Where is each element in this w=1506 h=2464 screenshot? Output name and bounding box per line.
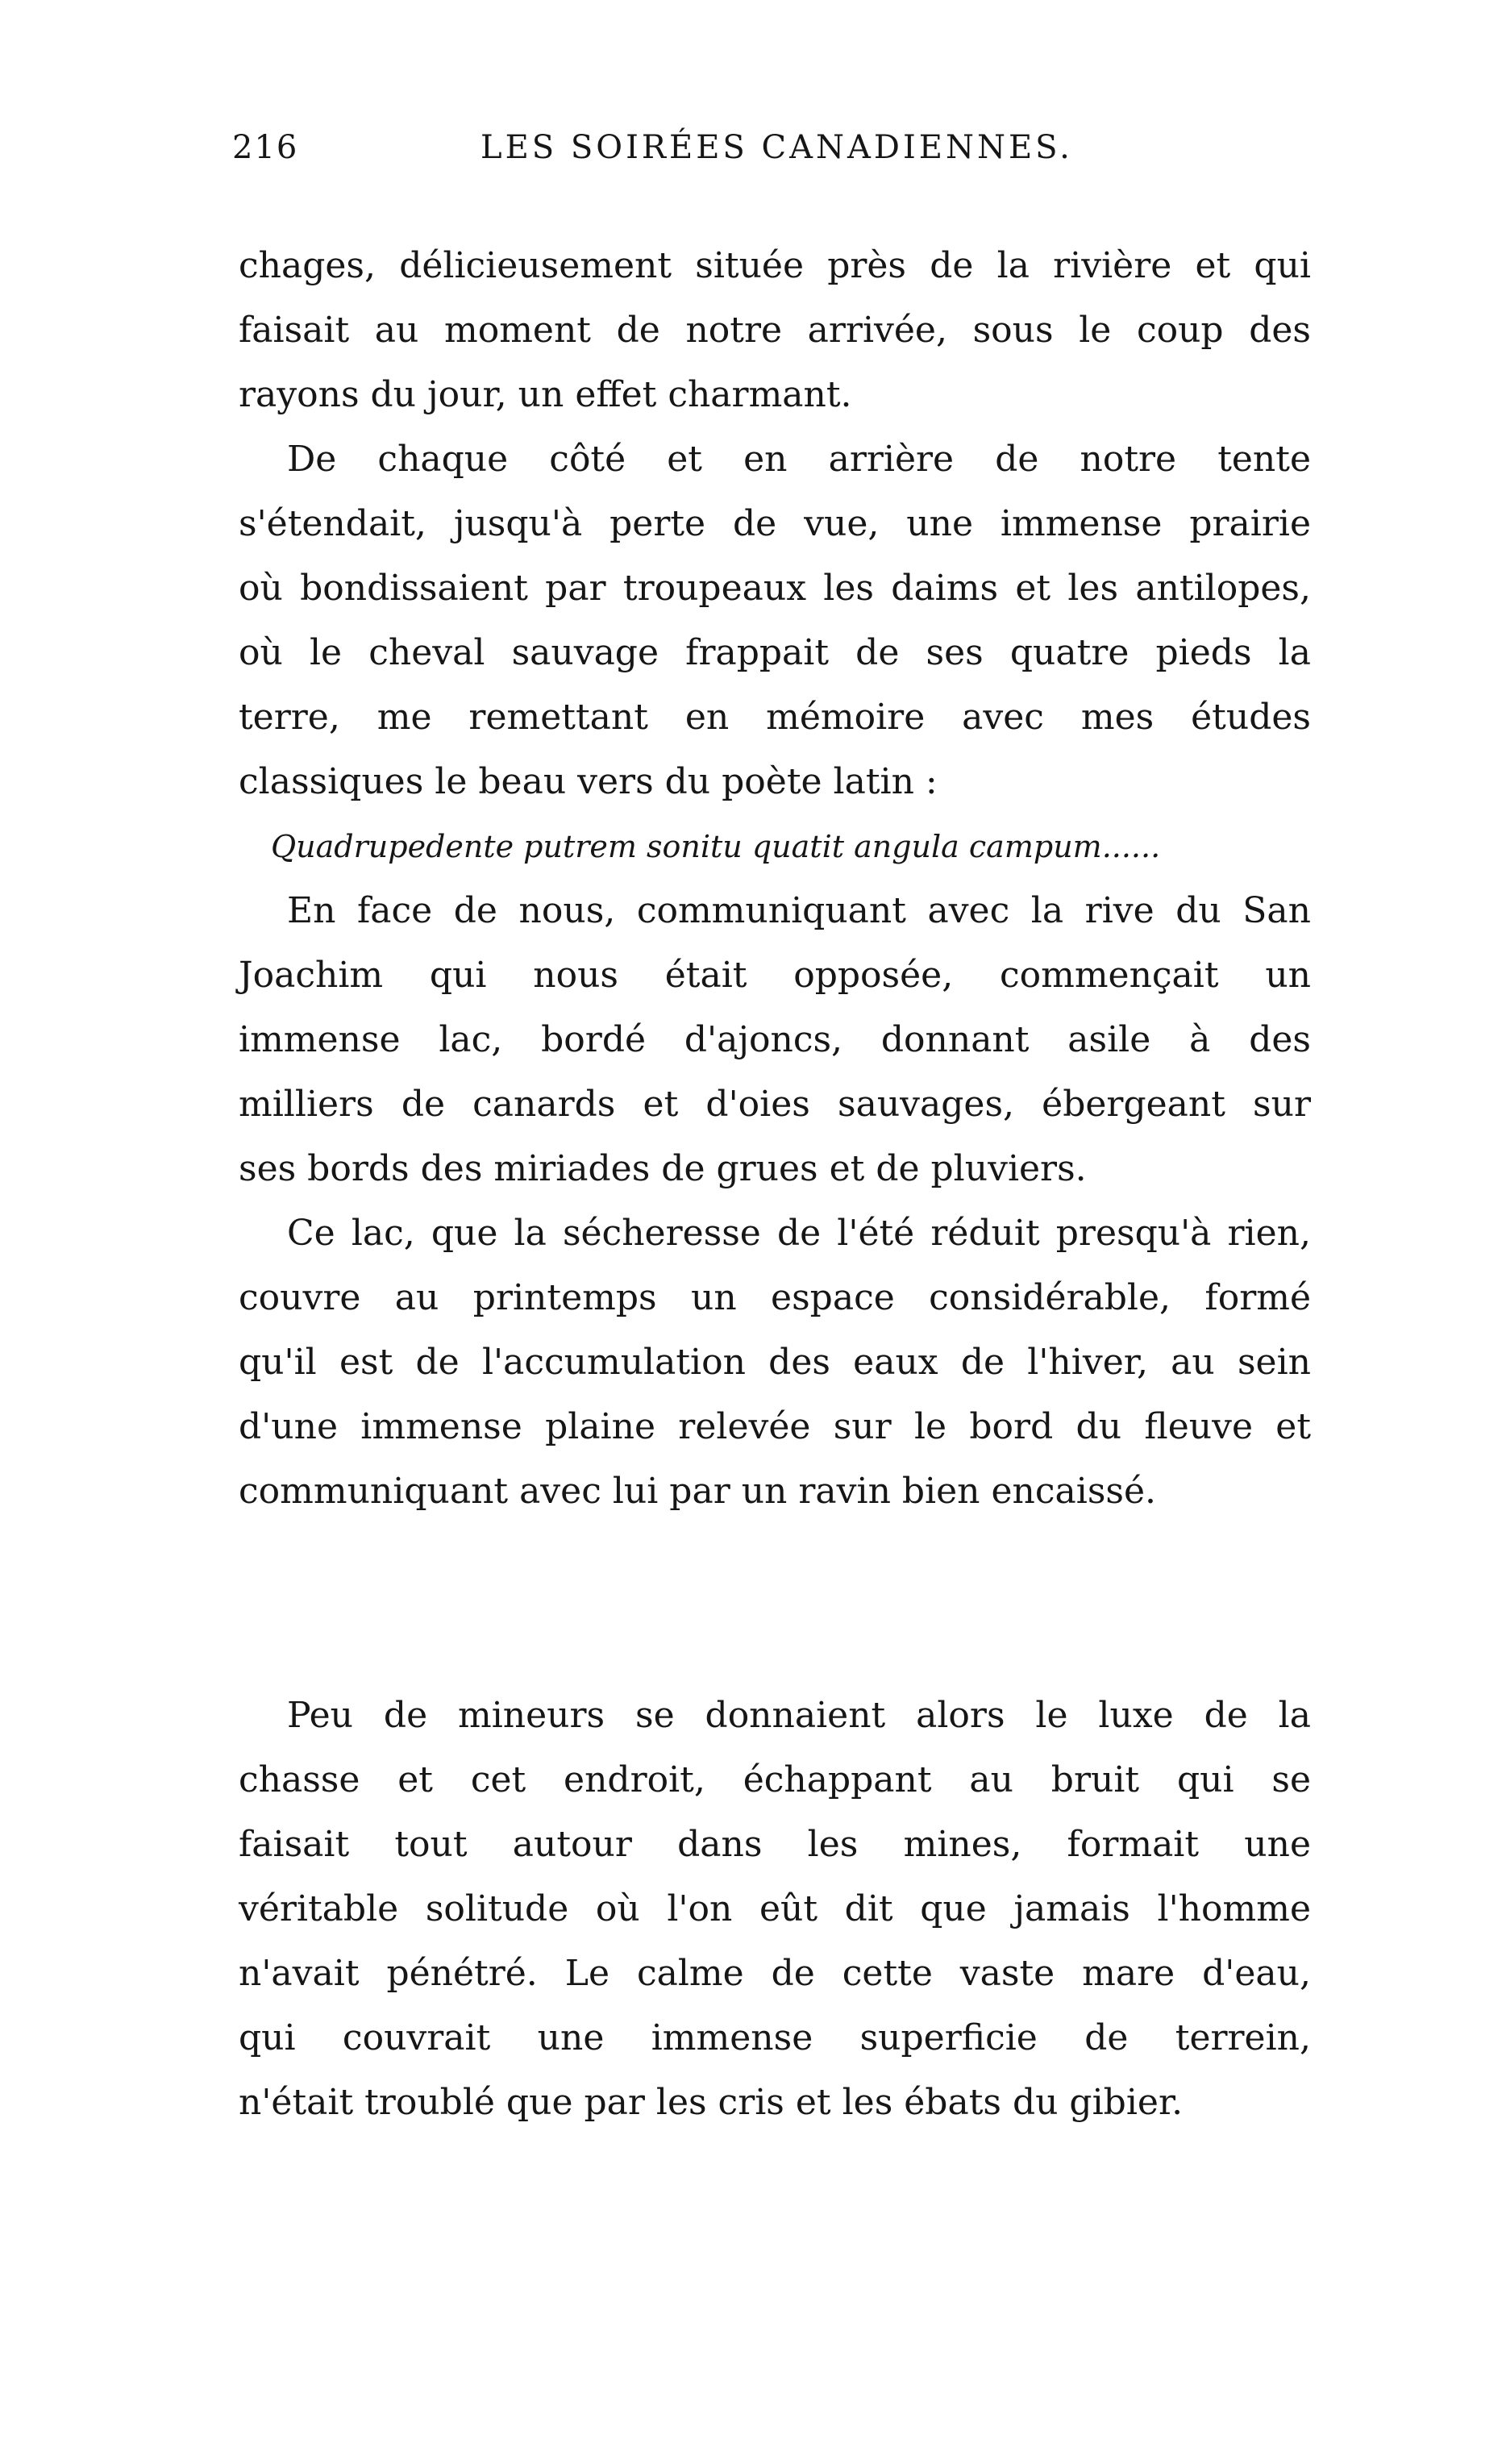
- page-number: 216: [232, 129, 299, 166]
- text-line: immense lac, bordé d'ajoncs, donnant asile à des: [239, 1019, 1311, 1060]
- text-line: En face de nous, communiquant avec la rive du San: [287, 890, 1311, 931]
- text-line: De chaque côté et en arrière de notre tente: [287, 439, 1311, 480]
- text-block-two: [239, 1684, 1311, 2135]
- text-line: n'était troublé que par les cris et les ébats du gibier.: [239, 2082, 1184, 2123]
- text-line: véritable solitude où l'on eût dit que jamais l'homme: [239, 1888, 1311, 1929]
- text-line: s'étendait, jusqu'à perte de vue, une immense prairie: [239, 503, 1311, 544]
- running-title: LES SOIRÉES CANADIENNES.: [481, 129, 1073, 166]
- text-line: qui couvrait une immense superficie de terrein,: [239, 2017, 1311, 2058]
- text-line: Peu de mineurs se donnaient alors le luxe de la: [287, 1695, 1311, 1736]
- text-line: ses bords des miriades de grues et de pluviers.: [239, 1148, 1087, 1189]
- text-block-one: [239, 234, 1311, 1524]
- text-line: chages, délicieusement située près de la rivière et qui: [239, 245, 1311, 286]
- text-line: classiques le beau vers du poète latin :: [239, 761, 938, 802]
- text-line: qu'il est de l'accumulation des eaux de l'hiver, au sein: [239, 1342, 1311, 1383]
- text-line: où bondissaient par troupeaux les daims et les antilopes,: [239, 568, 1311, 609]
- text-line: Joachim qui nous était opposée, commençait un: [239, 955, 1311, 996]
- page-header: [232, 129, 1280, 177]
- text-line: où le cheval sauvage frappait de ses quatre pieds la: [239, 632, 1311, 673]
- text-line: terre, me remettant en mémoire avec mes études: [239, 697, 1311, 738]
- text-line: communiquant avec lui par un ravin bien encaissé.: [239, 1471, 1157, 1512]
- text-line: couvre au printemps un espace considérable, formé: [239, 1277, 1311, 1318]
- text-line: faisait tout autour dans les mines, formait une: [239, 1824, 1311, 1865]
- text-line: rayons du jour, un effet charmant.: [239, 374, 852, 415]
- text-line: n'avait pénétré. Le calme de cette vaste mare d'eau,: [239, 1953, 1311, 1994]
- text-line: d'une immense plaine relevée sur le bord du fleuve et: [239, 1406, 1311, 1447]
- text-line: Ce lac, que la sécheresse de l'été réduit presqu'à rien,: [287, 1213, 1311, 1254]
- text-line: chasse et cet endroit, échappant au bruit qui se: [239, 1759, 1311, 1800]
- text-line: milliers de canards et d'oies sauvages, ébergeant sur: [239, 1084, 1311, 1125]
- latin-quotation: Quadrupedente putrem sonitu quatit angula campum......: [271, 829, 1161, 864]
- text-line: faisait au moment de notre arrivée, sous le coup des: [239, 310, 1311, 351]
